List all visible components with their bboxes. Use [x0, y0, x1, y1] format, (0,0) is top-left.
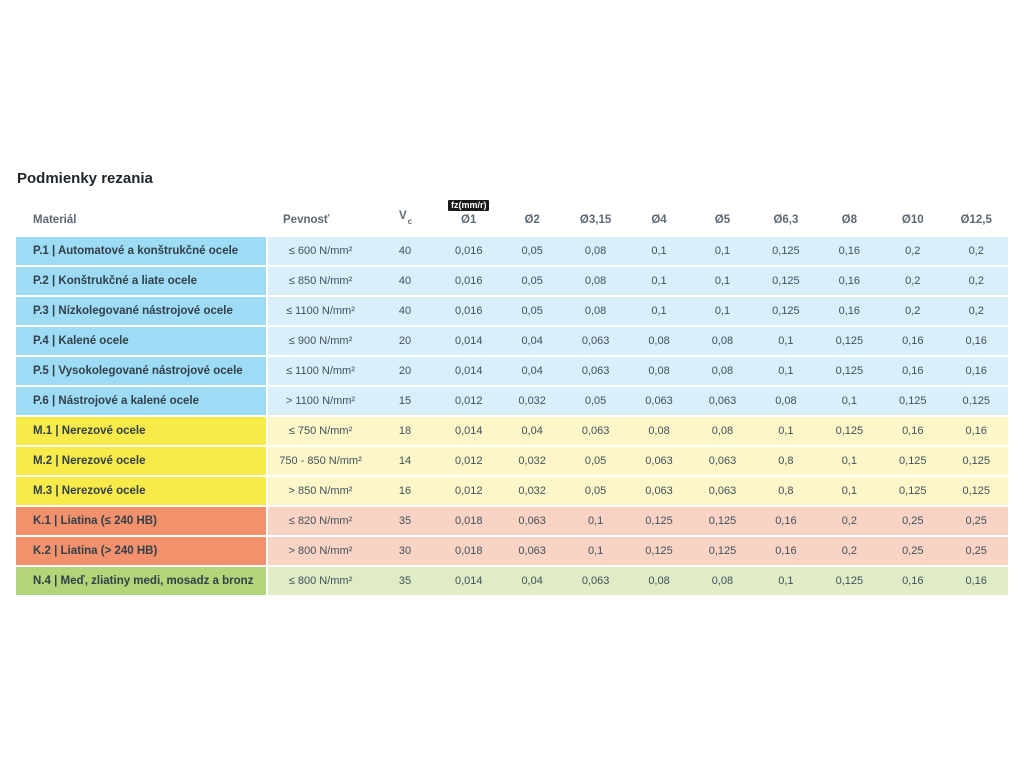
feed-value-cell: 0,125 — [899, 455, 927, 467]
feed-value-cell: 0,063 — [708, 455, 737, 467]
feed-value-cell: 0,063 — [708, 395, 737, 407]
row-values-band — [268, 237, 1008, 265]
header-band — [268, 200, 1008, 227]
feed-value-cell: 0,08 — [648, 365, 670, 377]
row-values-band — [268, 387, 1008, 415]
feed-value-cell: 0,125 — [772, 275, 800, 287]
material-cell: P.3 | Nízkolegované nástrojové ocele — [16, 297, 268, 325]
feed-value-cell: 0,16 — [838, 245, 861, 257]
feed-value-cell: 0,125 — [835, 365, 864, 377]
feed-value-cell: 0,063 — [581, 365, 610, 377]
vc-cell: 35 — [398, 575, 412, 587]
feed-value-cell: 0,016 — [454, 305, 483, 317]
feed-value-cell: 0,16 — [902, 365, 924, 377]
feed-value-cell: 0,012 — [454, 455, 483, 467]
feed-value-cell: 0,063 — [581, 425, 610, 437]
feed-value-cell: 0,16 — [965, 365, 987, 377]
column-header-material: Materiál — [33, 214, 77, 226]
feed-value-cell: 0,16 — [965, 335, 987, 347]
material-cell: N.4 | Meď, zliatiny medi, mosadz a bronz — [16, 567, 268, 595]
feed-value-cell: 0,8 — [778, 455, 794, 467]
material-cell: P.6 | Nástrojové a kalené ocele — [16, 387, 268, 415]
feed-value-cell: 0,063 — [708, 485, 737, 497]
feed-value-cell: 0,25 — [902, 515, 924, 527]
table-row — [16, 357, 1008, 385]
strength-cell: ≤ 600 N/mm² — [288, 245, 353, 257]
feed-value-cell: 0,08 — [648, 335, 670, 347]
feed-value-cell: 0,125 — [645, 545, 673, 557]
feed-value-cell: 0,063 — [581, 575, 610, 587]
material-cell: P.2 | Konštrukčné a liate ocele — [16, 267, 268, 295]
feed-value-cell: 0,25 — [965, 545, 987, 557]
strength-cell: ≤ 750 N/mm² — [288, 425, 353, 437]
row-values-band — [268, 567, 1008, 595]
feed-value-cell: 0,125 — [899, 395, 927, 407]
material-cell: M.2 | Nerezové ocele — [16, 447, 268, 475]
table-row — [16, 417, 1008, 445]
feed-value-cell: 0,05 — [584, 485, 607, 497]
feed-value-cell: 0,2 — [968, 275, 984, 287]
feed-value-cell: 0,014 — [454, 575, 483, 587]
feed-value-cell: 0,05 — [584, 455, 607, 467]
vc-cell: 40 — [398, 305, 412, 317]
feed-value-cell: 0,1 — [778, 425, 794, 437]
feed-value-cell: 0,032 — [518, 395, 546, 407]
strength-cell: > 1100 N/mm² — [285, 395, 356, 407]
row-values-band — [268, 297, 1008, 325]
feed-value-cell: 0,1 — [587, 515, 604, 527]
feed-value-cell: 0,063 — [518, 545, 546, 557]
feed-value-cell: 0,08 — [711, 575, 734, 587]
vc-cell: 35 — [398, 515, 412, 527]
feed-value-cell: 0,1 — [714, 275, 731, 287]
feed-value-cell: 0,08 — [711, 335, 734, 347]
feed-value-cell: 0,1 — [651, 305, 667, 317]
strength-cell: ≤ 1100 N/mm² — [286, 365, 355, 377]
strength-cell: ≤ 1100 N/mm² — [286, 305, 355, 317]
strength-cell: ≤ 820 N/mm² — [288, 515, 353, 527]
vc-symbol: V — [398, 209, 407, 222]
feed-value-cell: 0,1 — [651, 245, 667, 257]
feed-value-cell: 0,1 — [778, 335, 794, 347]
feed-value-cell: 0,05 — [521, 305, 543, 317]
vc-cell: 18 — [398, 425, 412, 437]
feed-value-cell: 0,012 — [454, 485, 483, 497]
feed-value-cell: 0,16 — [838, 275, 861, 287]
feed-value-cell: 0,125 — [708, 545, 737, 557]
column-header-strength: Pevnosť — [283, 214, 330, 226]
table-body — [16, 237, 1008, 595]
feed-value-cell: 0,2 — [968, 245, 984, 257]
diameter-label: Ø1 — [461, 214, 477, 226]
strength-cell: > 800 N/mm² — [288, 545, 353, 557]
feed-value-cell: 0,05 — [521, 245, 543, 257]
strength-cell: > 850 N/mm² — [288, 485, 353, 497]
feed-value-cell: 0,1 — [587, 545, 604, 557]
strength-cell: 750 - 850 N/mm² — [279, 455, 362, 467]
feed-value-cell: 0,2 — [905, 275, 921, 287]
row-values-band — [268, 477, 1008, 505]
row-values-band — [268, 537, 1008, 565]
feed-value-cell: 0,25 — [965, 515, 987, 527]
material-cell: P.4 | Kalené ocele — [16, 327, 268, 355]
feed-value-cell: 0,125 — [835, 425, 864, 437]
material-cell: K.2 | Liatina (> 240 HB) — [16, 537, 268, 565]
feed-value-cell: 0,08 — [711, 365, 734, 377]
feed-value-cell: 0,04 — [521, 425, 543, 437]
table-row — [16, 447, 1008, 475]
feed-value-cell: 0,125 — [772, 245, 800, 257]
feed-value-cell: 0,2 — [905, 245, 921, 257]
feed-value-cell: 0,125 — [645, 515, 673, 527]
strength-cell: ≤ 850 N/mm² — [288, 275, 353, 287]
column-header-diameter-1 — [437, 200, 500, 227]
feed-value-cell: 0,014 — [454, 425, 483, 437]
feed-value-cell: 0,1 — [841, 455, 857, 467]
row-values-band — [268, 267, 1008, 295]
feed-value-cell: 0,2 — [905, 305, 921, 317]
vc-cell: 40 — [398, 275, 412, 287]
feed-value-cell: 0,08 — [648, 425, 670, 437]
feed-value-cell: 0,08 — [584, 245, 607, 257]
feed-value-cell: 0,16 — [902, 425, 924, 437]
feed-value-cell: 0,063 — [645, 395, 673, 407]
feed-value-cell: 0,012 — [454, 395, 483, 407]
feed-value-cell: 0,016 — [454, 245, 483, 257]
feed-value-cell: 0,018 — [454, 515, 483, 527]
feed-value-cell: 0,05 — [584, 395, 607, 407]
strength-cell: ≤ 900 N/mm² — [288, 335, 353, 347]
feed-value-cell: 0,018 — [454, 545, 483, 557]
fz-unit-badge: fz(mm/r) — [448, 200, 490, 211]
row-values-band — [268, 357, 1008, 385]
row-values-band — [268, 447, 1008, 475]
row-values-band — [268, 327, 1008, 355]
feed-value-cell: 0,032 — [518, 485, 546, 497]
vc-cell: 14 — [398, 455, 412, 467]
table-row — [16, 507, 1008, 535]
feed-value-cell: 0,063 — [581, 335, 610, 347]
feed-value-cell: 0,125 — [962, 455, 990, 467]
vc-cell: 16 — [398, 485, 412, 497]
feed-value-cell: 0,125 — [835, 335, 864, 347]
row-values-band — [268, 507, 1008, 535]
feed-value-cell: 0,063 — [645, 455, 673, 467]
feed-value-cell: 0,8 — [778, 485, 794, 497]
material-cell: P.5 | Vysokolegované nástrojové ocele — [16, 357, 268, 385]
column-header-diameter-9: Ø12,5 — [960, 214, 992, 226]
column-header-diameter-3: Ø3,15 — [579, 214, 612, 226]
material-cell: P.1 | Automatové a konštrukčné ocele — [16, 237, 268, 265]
feed-value-cell: 0,063 — [518, 515, 546, 527]
feed-value-cell: 0,1 — [651, 275, 667, 287]
feed-value-cell: 0,04 — [521, 365, 543, 377]
table-row — [16, 267, 1008, 295]
feed-value-cell: 0,032 — [518, 455, 546, 467]
vc-cell: 20 — [398, 335, 412, 347]
vc-cell: 40 — [398, 245, 412, 257]
table-row — [16, 387, 1008, 415]
material-cell: M.1 | Nerezové ocele — [16, 417, 268, 445]
feed-value-cell: 0,2 — [968, 305, 984, 317]
feed-value-cell: 0,16 — [838, 305, 861, 317]
column-header-diameter-4: Ø4 — [651, 214, 667, 226]
cutting-conditions-table — [16, 200, 1008, 595]
feed-value-cell: 0,125 — [835, 575, 864, 587]
vc-cell: 20 — [398, 365, 412, 377]
table-row — [16, 237, 1008, 265]
table-row — [16, 477, 1008, 505]
feed-value-cell: 0,125 — [962, 485, 990, 497]
column-header-diameter-2: Ø2 — [524, 214, 540, 226]
column-header-diameter-5: Ø5 — [714, 214, 731, 226]
feed-value-cell: 0,1 — [841, 485, 857, 497]
feed-value-cell: 0,16 — [775, 545, 797, 557]
feed-value-cell: 0,16 — [902, 575, 924, 587]
material-cell: K.1 | Liatina (≤ 240 HB) — [16, 507, 268, 535]
feed-value-cell: 0,063 — [645, 485, 673, 497]
feed-value-cell: 0,2 — [841, 545, 857, 557]
feed-value-cell: 0,014 — [454, 365, 483, 377]
feed-value-cell: 0,125 — [772, 305, 800, 317]
column-header-diameter-8: Ø10 — [901, 214, 924, 226]
feed-value-cell: 0,125 — [708, 515, 737, 527]
page-title: Podmienky rezania — [17, 170, 153, 187]
table-row — [16, 327, 1008, 355]
feed-value-cell: 0,16 — [965, 425, 987, 437]
feed-value-cell: 0,08 — [584, 275, 607, 287]
feed-value-cell: 0,08 — [648, 575, 670, 587]
feed-value-cell: 0,05 — [521, 275, 543, 287]
feed-value-cell: 0,125 — [962, 395, 990, 407]
feed-value-cell: 0,08 — [584, 305, 607, 317]
feed-value-cell: 0,125 — [899, 485, 927, 497]
column-header-diameter-7: Ø8 — [841, 214, 858, 226]
table-row — [16, 297, 1008, 325]
feed-value-cell: 0,1 — [714, 245, 731, 257]
feed-value-cell: 0,2 — [841, 515, 857, 527]
table-row — [16, 537, 1008, 565]
vc-subscript: c — [407, 217, 413, 226]
feed-value-cell: 0,16 — [902, 335, 924, 347]
feed-value-cell: 0,16 — [965, 575, 987, 587]
table-row — [16, 567, 1008, 595]
feed-value-cell: 0,16 — [775, 515, 797, 527]
feed-value-cell: 0,08 — [775, 395, 797, 407]
feed-value-cell: 0,1 — [778, 365, 794, 377]
row-values-band — [268, 417, 1008, 445]
feed-value-cell: 0,1 — [841, 395, 857, 407]
feed-value-cell: 0,1 — [714, 305, 731, 317]
strength-cell: ≤ 800 N/mm² — [288, 575, 353, 587]
vc-cell: 30 — [398, 545, 412, 557]
feed-value-cell: 0,014 — [454, 335, 483, 347]
feed-value-cell: 0,04 — [521, 575, 543, 587]
feed-value-cell: 0,25 — [902, 545, 924, 557]
feed-value-cell: 0,016 — [454, 275, 483, 287]
feed-value-cell: 0,08 — [711, 425, 734, 437]
material-cell: M.3 | Nerezové ocele — [16, 477, 268, 505]
column-header-vc — [373, 209, 437, 227]
feed-value-cell: 0,04 — [521, 335, 543, 347]
column-header-diameter-6: Ø6,3 — [773, 214, 799, 226]
vc-cell: 15 — [398, 395, 412, 407]
feed-value-cell: 0,1 — [778, 575, 794, 587]
table-header — [16, 200, 1008, 227]
